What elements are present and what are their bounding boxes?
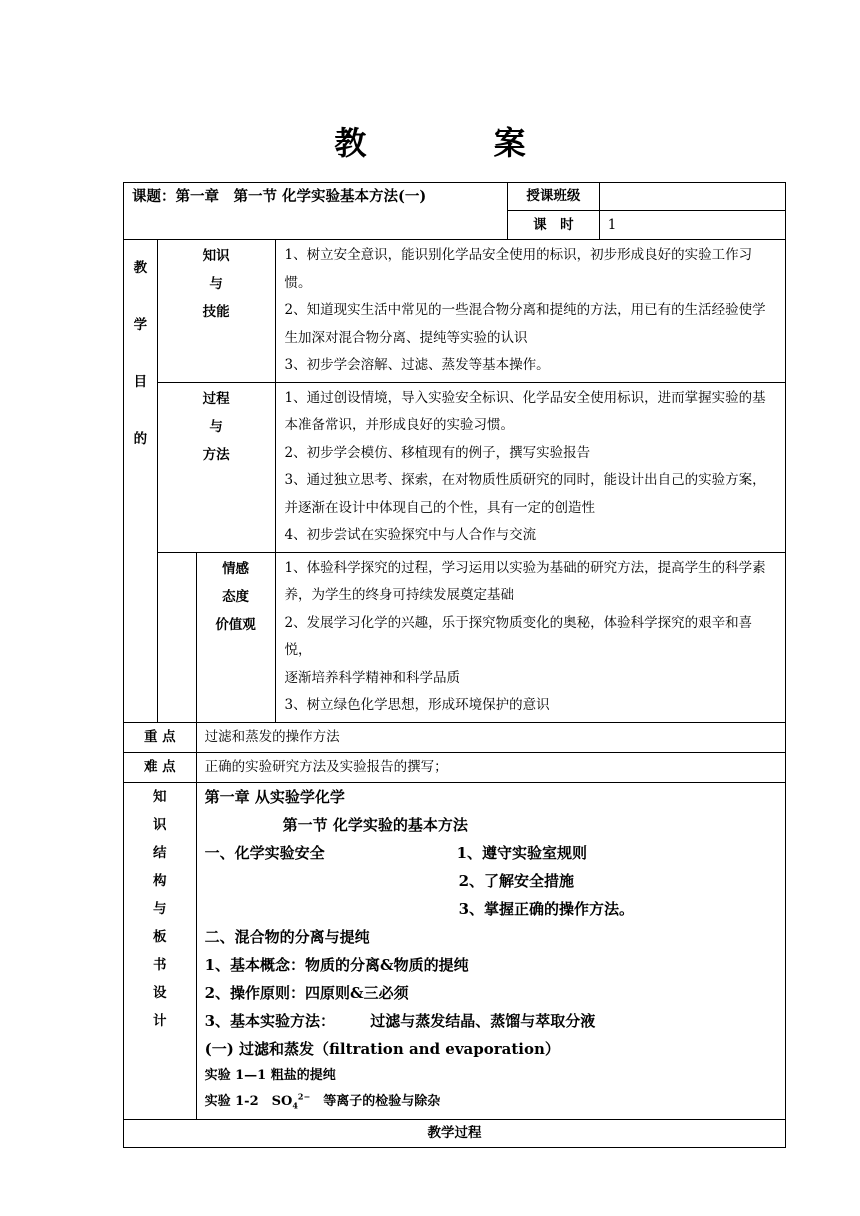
board-p2-2: 2、操作原则：四原则&三必须 xyxy=(204,983,409,1002)
difficulty-label: 难 点 xyxy=(124,752,197,782)
teaching-process-header: 教学过程 xyxy=(124,1119,786,1147)
emotion-label: 情感 态度 价值观 xyxy=(196,552,275,722)
board-part1-item2: 2、了解安全措施 xyxy=(458,871,575,890)
topic-cell: 课题：第一章 第一节 化学实验基本方法(一) xyxy=(124,183,508,240)
emotion-items: 1、体验科学探究的过程，学习运用以实验为基础的研究方法，提高学生的科学素 养，为学生的终身可持续发展奠定基础 2、发展学习化学的兴趣，乐于探究物质变化的奥秘，体验科学探究的艰辛和喜悦， 逐渐培养科学精神和科学品质 3、树立绿色化学思想，形成环境保护的意识 xyxy=(275,552,785,722)
hours-value: 1 xyxy=(599,211,785,240)
board-p2-1: 1、基本概念：物质的分离&物质的提纯 xyxy=(204,955,469,974)
difficulty-value: 正确的实验研究方法及实验报告的撰写； xyxy=(196,752,785,782)
board-section: 第一节 化学实验的基本方法 xyxy=(282,815,468,834)
objectives-spacer xyxy=(157,552,196,722)
board-p2-3: 3、基本实验方法： 过滤与蒸发结晶、蒸馏与萃取分液 xyxy=(204,1011,596,1030)
lesson-plan-table xyxy=(123,182,786,1148)
board-chapter: 第一章 从实验学化学 xyxy=(204,787,345,806)
hours-label: 课 时 xyxy=(508,211,600,240)
process-items: 1、通过创设情境，导入实验安全标识、化学品安全使用标识，进而掌握实验的基 本准备常识，并形成良好的实验习惯。 2、初步学会模仿、移植现有的例子，撰写实验报告 3、通过独立思考、探索，在对物质性质研究的同时，能设计出自己的实验方案， 并逐渐在设计中体现自己的个性，具有一定的创造性 4、初步尝试在实验探究中与人合作与交流 xyxy=(275,382,785,552)
class-label: 授课班级 xyxy=(508,183,600,211)
board-part1-item3: 3、掌握正确的操作方法。 xyxy=(458,899,635,918)
board-p2-4: (一) 过滤和蒸发（filtration and evaporation） xyxy=(204,1039,560,1058)
board-part1-row: 一、化学实验安全 1、遵守实验室规则 xyxy=(204,843,588,862)
knowledge-items: 1、树立安全意识，能识别化学品安全使用的标识，初步形成良好的实验工作习惯。 2、知道现实生活中常见的一些混合物分离和提纯的方法，用已有的生活经验使学 生加深对混合物分离、提纯等实验的认识 3、初步学会溶解、过滤、蒸发等基本操作。 xyxy=(275,240,785,383)
knowledge-label: 知识 与 技能 xyxy=(157,240,275,383)
key-point-value: 过滤和蒸发的操作方法 xyxy=(196,722,785,752)
board-exp2: 实验 1-2 $SO_4^{2-}$ 等离子的检验与除杂 xyxy=(204,1091,441,1111)
key-point-label: 重 点 xyxy=(124,722,197,752)
board-part2: 二、混合物的分离与提纯 xyxy=(204,927,370,946)
process-label: 过程 与 方法 xyxy=(157,382,275,552)
objectives-side-label: 教 学 目 的 xyxy=(124,240,158,723)
board-side-label: 知 识 结 构 与 板 书 设 计 xyxy=(124,782,197,1119)
page-title: 教 案 xyxy=(334,124,584,162)
board-exp1: 实验 1—1 粗盐的提纯 xyxy=(204,1067,336,1083)
board-design xyxy=(196,782,785,1119)
class-value xyxy=(599,183,785,211)
